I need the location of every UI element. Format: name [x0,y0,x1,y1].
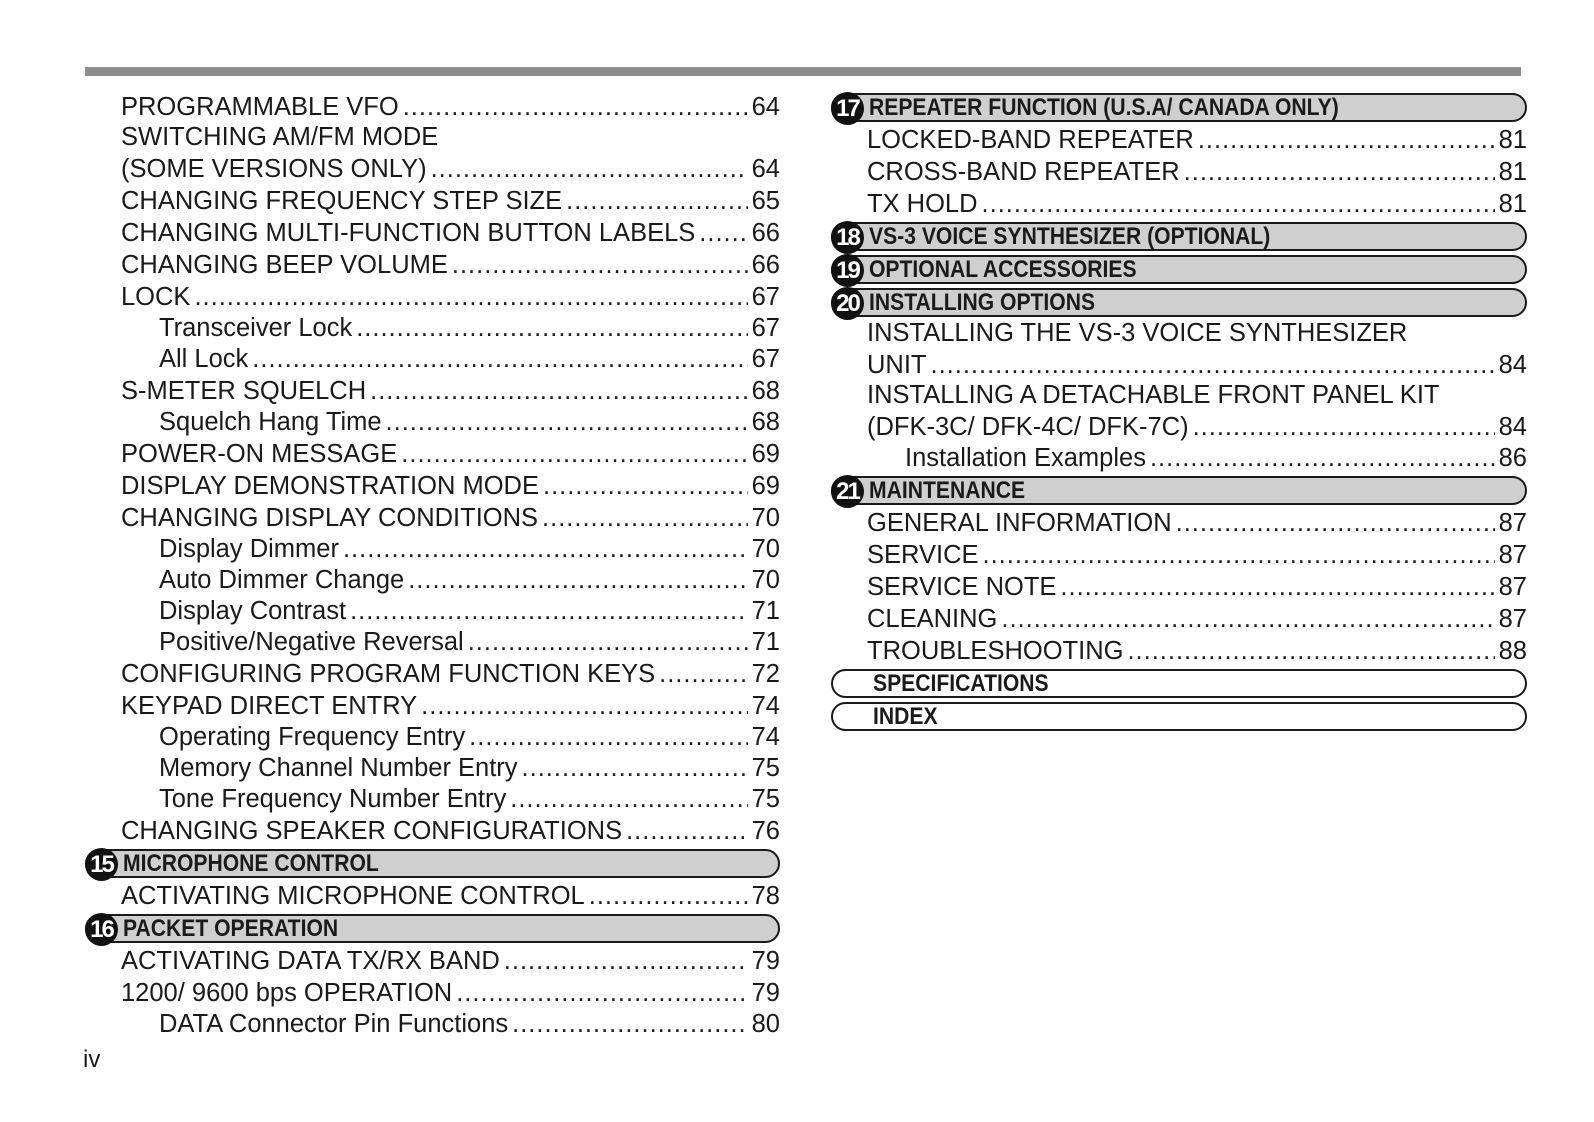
section-18-header[interactable] [831,220,1527,252]
dot-leader [626,816,748,846]
section-16-header[interactable] [85,912,780,944]
toc-entry-page: 84 [1498,413,1527,441]
toc-entry-page: 81 [1498,158,1527,186]
toc-entry-page: 86 [1498,444,1527,472]
index-header[interactable] [831,700,1527,732]
toc-entry-title: INSTALLING A DETACHABLE FRONT PANEL KIT [867,381,1440,409]
dot-leader [370,376,748,406]
section-title: OPTIONAL ACCESSORIES [869,256,1137,283]
dot-leader [252,344,747,374]
dot-leader [1198,125,1495,155]
page-number: iv [83,1046,101,1073]
toc-entry-page: 67 [751,345,780,373]
dot-leader [1001,604,1494,634]
toc-group [85,90,780,846]
toc-entry-title: Memory Channel Number Entry [159,754,518,782]
toc-entry-title: LOCKED-BAND REPEATER [867,126,1194,154]
toc-entry-page: 69 [751,440,780,468]
toc-entry-title: ACTIVATING DATA TX/RX BAND [121,947,500,975]
section-title: VS-3 VOICE SYNTHESIZER (OPTIONAL) [869,223,1271,250]
toc-entry[interactable] [85,879,780,911]
toc-entry-title: Positive/Negative Reversal [159,628,464,656]
dot-leader [982,189,1495,219]
section-15-header[interactable] [85,847,780,879]
toc-entry[interactable] [831,634,1527,666]
section-number-badge: 15 [85,848,118,881]
toc-group [85,879,780,911]
toc-entry-title: Installation Examples [905,444,1146,472]
toc-entry-page: 71 [751,628,780,656]
toc-entry-title: ACTIVATING MICROPHONE CONTROL [121,882,585,910]
top-rule [85,67,1521,76]
toc-entry[interactable] [85,752,780,783]
section-21-header[interactable] [831,474,1527,506]
section-title: INSTALLING OPTIONS [869,289,1096,316]
section-number-badge: 16 [85,913,118,946]
toc-entry-page: 87 [1498,509,1527,537]
dot-leader [504,946,748,976]
section-title: SPECIFICATIONS [873,670,1049,697]
dot-leader [699,218,747,248]
toc-entry[interactable] [831,442,1527,473]
toc-entry[interactable] [85,783,780,814]
toc-entry-page: 76 [751,817,780,845]
toc-entry-page: 78 [751,882,780,910]
toc-entry[interactable] [85,90,780,122]
dot-leader [510,784,747,814]
toc-entry[interactable] [831,506,1527,538]
toc-entry-title: KEYPAD DIRECT ENTRY [121,692,418,720]
toc-entry-title: S-METER SQUELCH [121,377,367,405]
toc-entry[interactable] [831,187,1527,219]
dot-leader [468,627,748,657]
toc-entry-first-line [831,380,1527,410]
toc-entry-title: SERVICE NOTE [867,573,1057,601]
section-17-header[interactable] [831,91,1527,123]
toc-entry-page: 74 [751,723,780,751]
toc-entry-first-line [85,122,780,152]
dot-leader [1150,443,1495,473]
toc-entry[interactable] [831,123,1527,155]
toc-entry-page: 79 [751,947,780,975]
toc-entry-title: TX HOLD [867,190,978,218]
toc-entry[interactable] [831,538,1527,570]
dot-leader [408,565,747,595]
toc-entry-page: 74 [751,692,780,720]
toc-entry-title: CHANGING BEEP VOLUME [121,251,448,279]
section-20-header[interactable] [831,286,1527,318]
section-number-badge: 18 [831,221,864,254]
toc-entry[interactable] [831,410,1527,442]
toc-entry[interactable] [85,312,780,343]
dot-leader [543,471,748,501]
toc-entry-page: 81 [1498,190,1527,218]
toc-right-column [831,90,1527,732]
toc-entry-page: 84 [1498,351,1527,379]
toc-entry[interactable] [85,501,780,533]
toc-entry-page: 87 [1498,541,1527,569]
toc-entry[interactable] [85,343,780,374]
section-title: REPEATER FUNCTION (U.S.A/ CANADA ONLY) [869,94,1339,121]
toc-entry-title: Squelch Hang Time [159,408,382,436]
dot-leader [566,186,747,216]
toc-entry[interactable] [85,152,780,184]
toc-entry[interactable] [85,721,780,752]
specifications-header[interactable] [831,667,1527,699]
toc-entry-page: 71 [751,597,780,625]
dot-leader [452,250,748,280]
toc-entry-title: SWITCHING AM/FM MODE [121,123,439,151]
toc-entry-page: 87 [1498,573,1527,601]
dot-leader [1060,572,1494,602]
section-title: INDEX [873,703,938,730]
dot-leader [356,313,747,343]
toc-entry-page: 67 [751,314,780,342]
toc-entry-page: 87 [1498,605,1527,633]
toc-entry-title: CHANGING SPEAKER CONFIGURATIONS [121,817,623,845]
toc-entry-title: CHANGING MULTI-FUNCTION BUTTON LABELS [121,219,696,247]
toc-entry-title: DISPLAY DEMONSTRATION MODE [121,472,539,500]
toc-entry-page: 75 [751,785,780,813]
dot-leader [1193,412,1495,442]
dot-leader [1184,157,1495,187]
toc-entry-title: CROSS-BAND REPEATER [867,158,1180,186]
toc-entry-title: (SOME VERSIONS ONLY) [121,155,427,183]
toc-entry-title: POWER-ON MESSAGE [121,440,398,468]
toc-entry-title: DATA Connector Pin Functions [159,1010,509,1038]
toc-entry[interactable] [831,348,1527,380]
section-number-badge: 20 [831,287,864,320]
toc-entry-page: 70 [751,535,780,563]
toc-entry-title: Display Contrast [159,597,347,625]
toc-entry-page: 72 [751,660,780,688]
toc-entry-title: TROUBLESHOOTING [867,637,1124,665]
dot-leader [386,407,748,437]
toc-entry-title: PROGRAMMABLE VFO [121,93,399,121]
toc-entry[interactable] [85,280,780,312]
dot-leader [659,659,748,689]
toc-entry[interactable] [85,657,780,689]
toc-entry-page: 81 [1498,126,1527,154]
toc-entry-page: 67 [751,283,780,311]
toc-entry[interactable] [85,976,780,1008]
toc-entry-page: 64 [751,155,780,183]
section-title: PACKET OPERATION [123,915,339,942]
dot-leader [512,1009,747,1039]
toc-entry[interactable] [85,944,780,976]
dot-leader [589,881,748,911]
toc-entry[interactable] [85,595,780,626]
toc-entry-first-line [831,318,1527,348]
dot-leader [401,439,747,469]
dot-leader [522,753,748,783]
toc-entry[interactable] [85,374,780,406]
toc-entry-title: INSTALLING THE VS-3 VOICE SYNTHESIZER [867,319,1408,347]
dot-leader [456,978,747,1008]
toc-entry-page: 68 [751,408,780,436]
section-19-header[interactable] [831,253,1527,285]
toc-entry-title: CONFIGURING PROGRAM FUNCTION KEYS [121,660,656,688]
toc-left-column [85,90,780,1039]
toc-entry-page: 79 [751,979,780,1007]
section-number-badge: 17 [831,92,864,125]
toc-entry-title: LOCK [121,283,191,311]
toc-group [85,944,780,1039]
toc-entry[interactable] [85,437,780,469]
toc-entry-title: Operating Frequency Entry [159,723,466,751]
dot-leader [542,503,748,533]
toc-entry-page: 65 [751,187,780,215]
toc-entry-page: 66 [751,219,780,247]
dot-leader [421,691,747,721]
toc-entry-page: 69 [751,472,780,500]
dot-leader [1127,636,1494,666]
toc-entry-title: SERVICE [867,541,979,569]
toc-entry[interactable] [85,216,780,248]
toc-entry-page: 68 [751,377,780,405]
toc-entry-title: Auto Dimmer Change [159,566,405,594]
toc-entry-title: Display Dimmer [159,535,339,563]
toc-entry-title: Tone Frequency Number Entry [159,785,507,813]
dot-leader [343,534,748,564]
toc-entry-title: GENERAL INFORMATION [867,509,1172,537]
toc-entry-title: UNIT [867,351,927,379]
dot-leader [350,596,748,626]
toc-entry[interactable] [85,533,780,564]
section-number-badge: 21 [831,475,864,508]
toc-entry[interactable] [85,689,780,721]
dot-leader [1176,508,1495,538]
dot-leader [469,722,747,752]
toc-group [831,123,1527,219]
toc-entry[interactable] [85,626,780,657]
toc-entry[interactable] [85,564,780,595]
toc-entry-title: 1200/ 9600 bps OPERATION [121,979,453,1007]
toc-entry-page: 88 [1498,637,1527,665]
toc-entry[interactable] [85,248,780,280]
toc-entry-title: CHANGING FREQUENCY STEP SIZE [121,187,563,215]
toc-entry-page: 64 [751,93,780,121]
toc-entry[interactable] [831,570,1527,602]
toc-group [831,318,1527,473]
toc-entry[interactable] [85,184,780,216]
dot-leader [431,154,748,184]
toc-entry-title: CHANGING DISPLAY CONDITIONS [121,504,539,532]
section-title: MICROPHONE CONTROL [123,850,379,877]
toc-group [831,506,1527,666]
toc-entry[interactable] [85,814,780,846]
dot-leader [983,540,1495,570]
toc-entry-title: CLEANING [867,605,998,633]
toc-entry-title: Transceiver Lock [159,314,353,342]
dot-leader [931,350,1495,380]
dot-leader [403,92,748,122]
section-title: MAINTENANCE [869,477,1026,504]
section-number-badge: 19 [831,254,864,287]
toc-entry-page: 70 [751,504,780,532]
toc-entry-page: 80 [751,1010,780,1038]
toc-entry[interactable] [831,155,1527,187]
toc-entry-page: 66 [751,251,780,279]
toc-entry-title: (DFK-3C/ DFK-4C/ DFK-7C) [867,413,1189,441]
toc-entry-page: 75 [751,754,780,782]
dot-leader [194,282,747,312]
toc-entry[interactable] [831,602,1527,634]
toc-entry[interactable] [85,469,780,501]
toc-entry-page: 70 [751,566,780,594]
toc-entry[interactable] [85,1008,780,1039]
toc-entry-title: All Lock [159,345,249,373]
toc-entry[interactable] [85,406,780,437]
